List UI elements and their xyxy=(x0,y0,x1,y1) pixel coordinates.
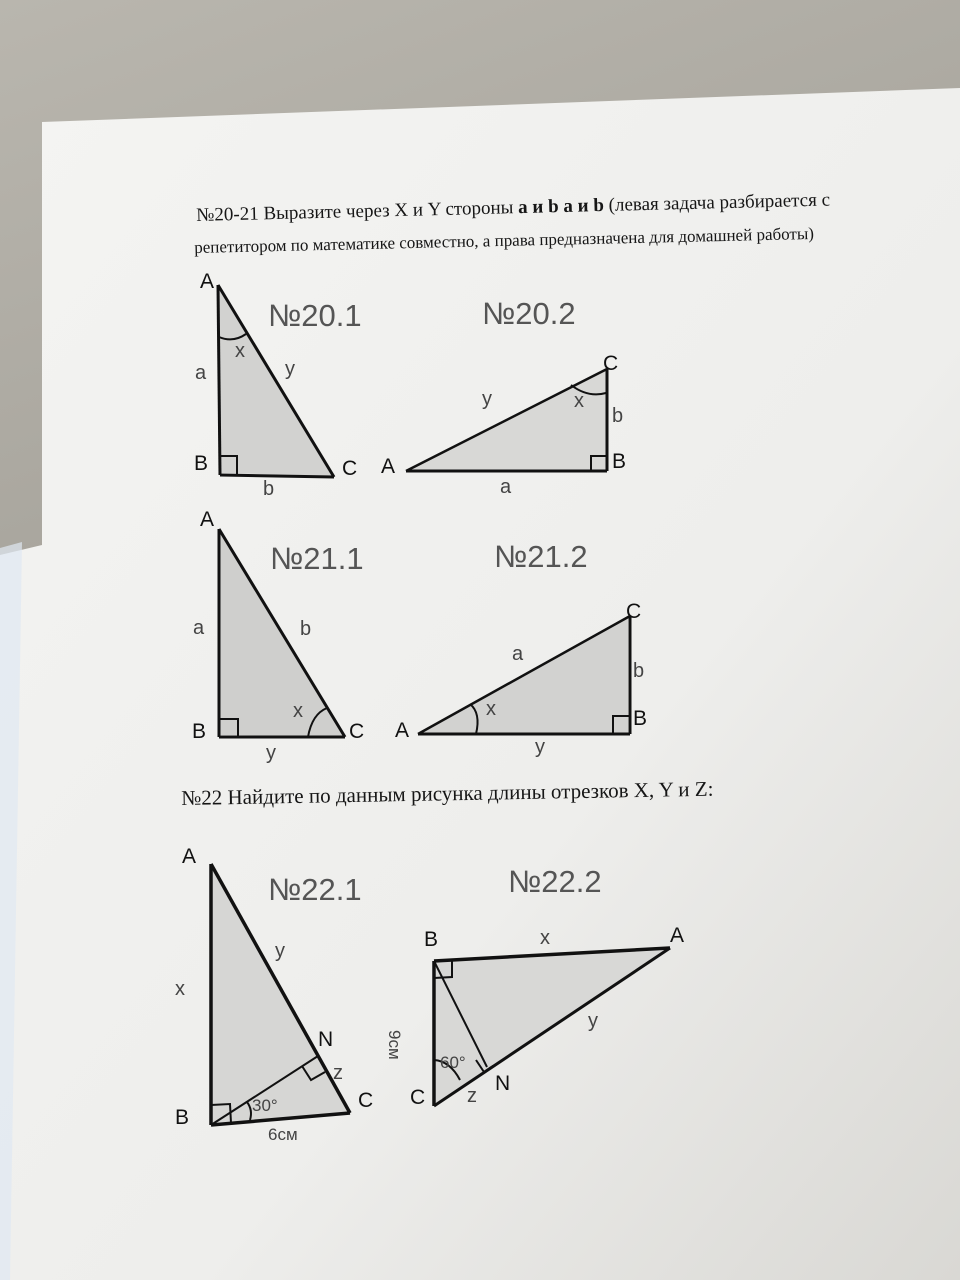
triangle-22-2 xyxy=(434,948,670,1106)
bold-sides-1: а и b xyxy=(517,196,559,219)
vertex-c: C xyxy=(410,1086,426,1109)
vertex-b: B xyxy=(612,450,627,473)
vertex-c: C xyxy=(358,1089,374,1112)
vertex-c: C xyxy=(349,720,365,743)
segment-z: z xyxy=(467,1085,477,1107)
figure-label-20-2: №20.2 xyxy=(482,296,576,331)
vertex-a: A xyxy=(395,719,410,742)
figure-label-21-1: №21.1 xyxy=(270,541,364,576)
side-b: b xyxy=(633,660,645,682)
side-y: y xyxy=(266,742,276,764)
triangle-21-2 xyxy=(418,616,630,734)
vertex-a: A xyxy=(200,508,215,531)
angle-x: x xyxy=(235,340,245,362)
vertex-b: B xyxy=(424,928,439,951)
length-6cm: 6см xyxy=(268,1125,298,1144)
vertex-a: A xyxy=(670,924,685,947)
vertex-a: A xyxy=(381,455,396,478)
angle-30: 30° xyxy=(252,1096,278,1115)
side-y: y xyxy=(285,358,295,380)
vertex-a: A xyxy=(200,270,215,293)
side-y: y xyxy=(275,940,285,962)
vertex-a: A xyxy=(182,845,197,868)
figure-label-21-2: №21.2 xyxy=(494,539,588,574)
side-y: y xyxy=(588,1010,598,1032)
vertex-b: B xyxy=(633,707,648,730)
task-text-cont: (левая задача разбирается с xyxy=(603,189,831,217)
task-text: Выразите через X и Y стороны xyxy=(258,197,519,225)
task-20-21-heading-line2: репетитором по математике совместно, а права предназначена для домашней работы) xyxy=(194,223,815,257)
point-n: N xyxy=(318,1028,334,1051)
figure-label-22-2: №22.2 xyxy=(508,864,602,899)
side-a: a xyxy=(512,643,524,665)
side-a: a xyxy=(500,476,512,498)
side-b: b xyxy=(612,405,624,427)
segment-z: z xyxy=(333,1062,343,1084)
vertex-c: C xyxy=(603,352,619,375)
figure-label-20-1: №20.1 xyxy=(268,298,362,333)
vertex-c: C xyxy=(626,600,642,623)
side-y: y xyxy=(535,736,545,758)
angle-x: x xyxy=(574,390,584,412)
task-number: №20-21 xyxy=(196,203,259,226)
triangle-20-2 xyxy=(406,369,607,471)
side-b: b xyxy=(263,478,275,500)
angle-60: 60° xyxy=(440,1053,466,1072)
vertex-b: B xyxy=(192,720,207,743)
side-b: b xyxy=(300,618,312,640)
point-n: N xyxy=(495,1072,511,1095)
vertex-b: B xyxy=(194,452,209,475)
bold-sides-2: а и b xyxy=(563,195,605,218)
side-a: a xyxy=(193,617,205,639)
length-9cm: 9см xyxy=(385,1030,404,1060)
angle-x: x xyxy=(486,698,496,720)
side-x: x xyxy=(540,927,550,949)
task-22-heading: №22 Найдите по данным рисунка длины отрезков X, Y и Z: xyxy=(181,776,714,810)
vertex-c: C xyxy=(342,457,358,480)
side-x: x xyxy=(175,978,185,1000)
figure-label-22-1: №22.1 xyxy=(268,872,362,907)
side-a: a xyxy=(195,362,207,384)
angle-x: x xyxy=(293,700,303,722)
vertex-b: B xyxy=(175,1106,190,1129)
side-y: y xyxy=(482,388,492,410)
